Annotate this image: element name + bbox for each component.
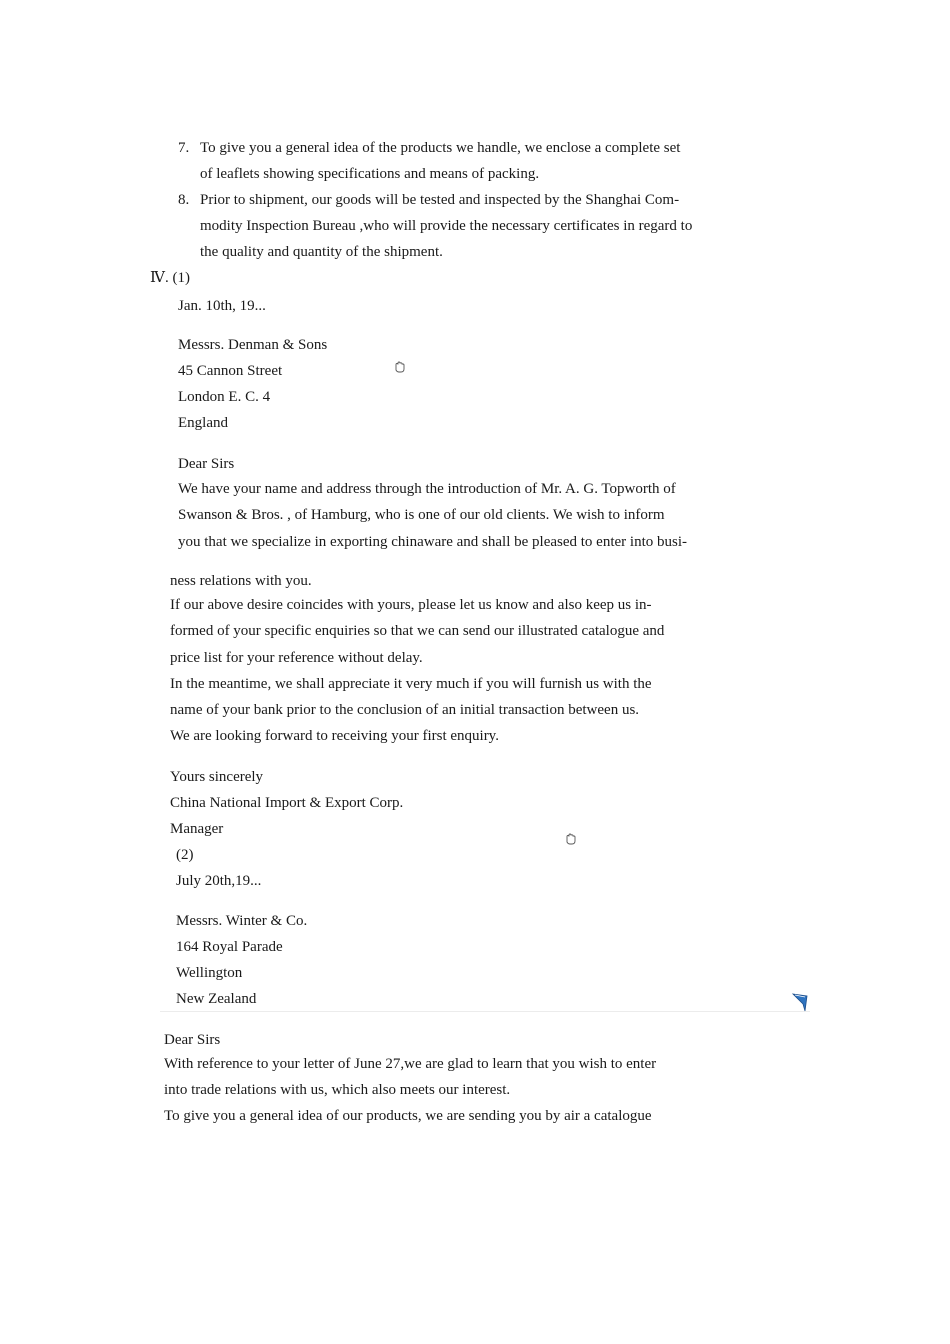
letter1-signer-title: Manager xyxy=(170,821,224,837)
letter1-company: China National Import & Export Corp. xyxy=(170,795,404,811)
letter1-body-line-2: Swanson & Bros. , of Hamburg, who is one of our old clients. We wish to inform xyxy=(178,507,665,523)
section-label: Ⅳ. (1) xyxy=(150,270,190,286)
letter2-body-line-3: To give you a general idea of our products, we are sending you by air a catalogue xyxy=(164,1108,652,1124)
letter2-label: (2) xyxy=(176,847,194,863)
letter2-address-line-1: Messrs. Winter & Co. xyxy=(176,913,308,929)
item-7-number: 7. xyxy=(178,140,190,156)
item-8-line-3: the quality and quantity of the shipment. xyxy=(200,244,443,260)
hand-cursor-icon xyxy=(393,361,405,373)
letter2-body-line-2: into trade relations with us, which also meets our interest. xyxy=(164,1082,511,1098)
letter1-date: Jan. 10th, 19... xyxy=(178,298,266,314)
letter1-salutation: Dear Sirs xyxy=(178,456,235,472)
letter2-address-line-2: 164 Royal Parade xyxy=(176,939,283,955)
letter1-body-line-5: If our above desire coincides with yours, please let us know and also keep us in- xyxy=(170,597,652,613)
letter1-body-line-6: formed of your specific enquiries so that we can send our illustrated catalogue and xyxy=(170,623,665,639)
letter1-closing: Yours sincerely xyxy=(170,769,264,785)
letter1-address-line-1: Messrs. Denman & Sons xyxy=(178,337,328,353)
letter2-date: July 20th,19... xyxy=(176,873,262,889)
letter2-body-line-1: With reference to your letter of June 27,we are glad to learn that you wish to enter xyxy=(164,1056,657,1072)
item-8-line-2: modity Inspection Bureau ,who will provide the necessary certificates in regard to xyxy=(200,218,693,234)
letter1-address-line-3: London E. C. 4 xyxy=(178,389,271,405)
letter2-address-line-3: Wellington xyxy=(176,965,243,981)
page-corner-icon xyxy=(792,992,808,1012)
letter1-body-line-3: you that we specialize in exporting chinaware and shall be pleased to enter into busi- xyxy=(178,534,687,550)
letter2-address-line-4: New Zealand xyxy=(176,991,257,1007)
letter1-body-line-1: We have your name and address through the introduction of Mr. A. G. Topworth of xyxy=(178,481,676,497)
letter1-body-line-4: ness relations with you. xyxy=(170,573,312,589)
letter1-body-line-10: We are looking forward to receiving your first enquiry. xyxy=(170,728,499,744)
letter1-address-line-2: 45 Cannon Street xyxy=(178,363,283,379)
letter1-body-line-9: name of your bank prior to the conclusion of an initial transaction between us. xyxy=(170,702,640,718)
letter2-salutation: Dear Sirs xyxy=(164,1032,221,1048)
item-8-number: 8. xyxy=(178,192,190,208)
item-7-line-2: of leaflets showing specifications and means of packing. xyxy=(200,166,540,182)
letter1-body-line-8: In the meantime, we shall appreciate it very much if you will furnish us with the xyxy=(170,676,652,692)
page-divider xyxy=(160,1011,810,1012)
letter1-address-line-4: England xyxy=(178,415,228,431)
item-7-line-1: To give you a general idea of the products we handle, we enclose a complete set xyxy=(200,140,681,156)
hand-cursor-icon xyxy=(564,833,576,845)
item-8-line-1: Prior to shipment, our goods will be tested and inspected by the Shanghai Com- xyxy=(200,192,680,208)
letter1-body-line-7: price list for your reference without delay. xyxy=(170,650,423,666)
